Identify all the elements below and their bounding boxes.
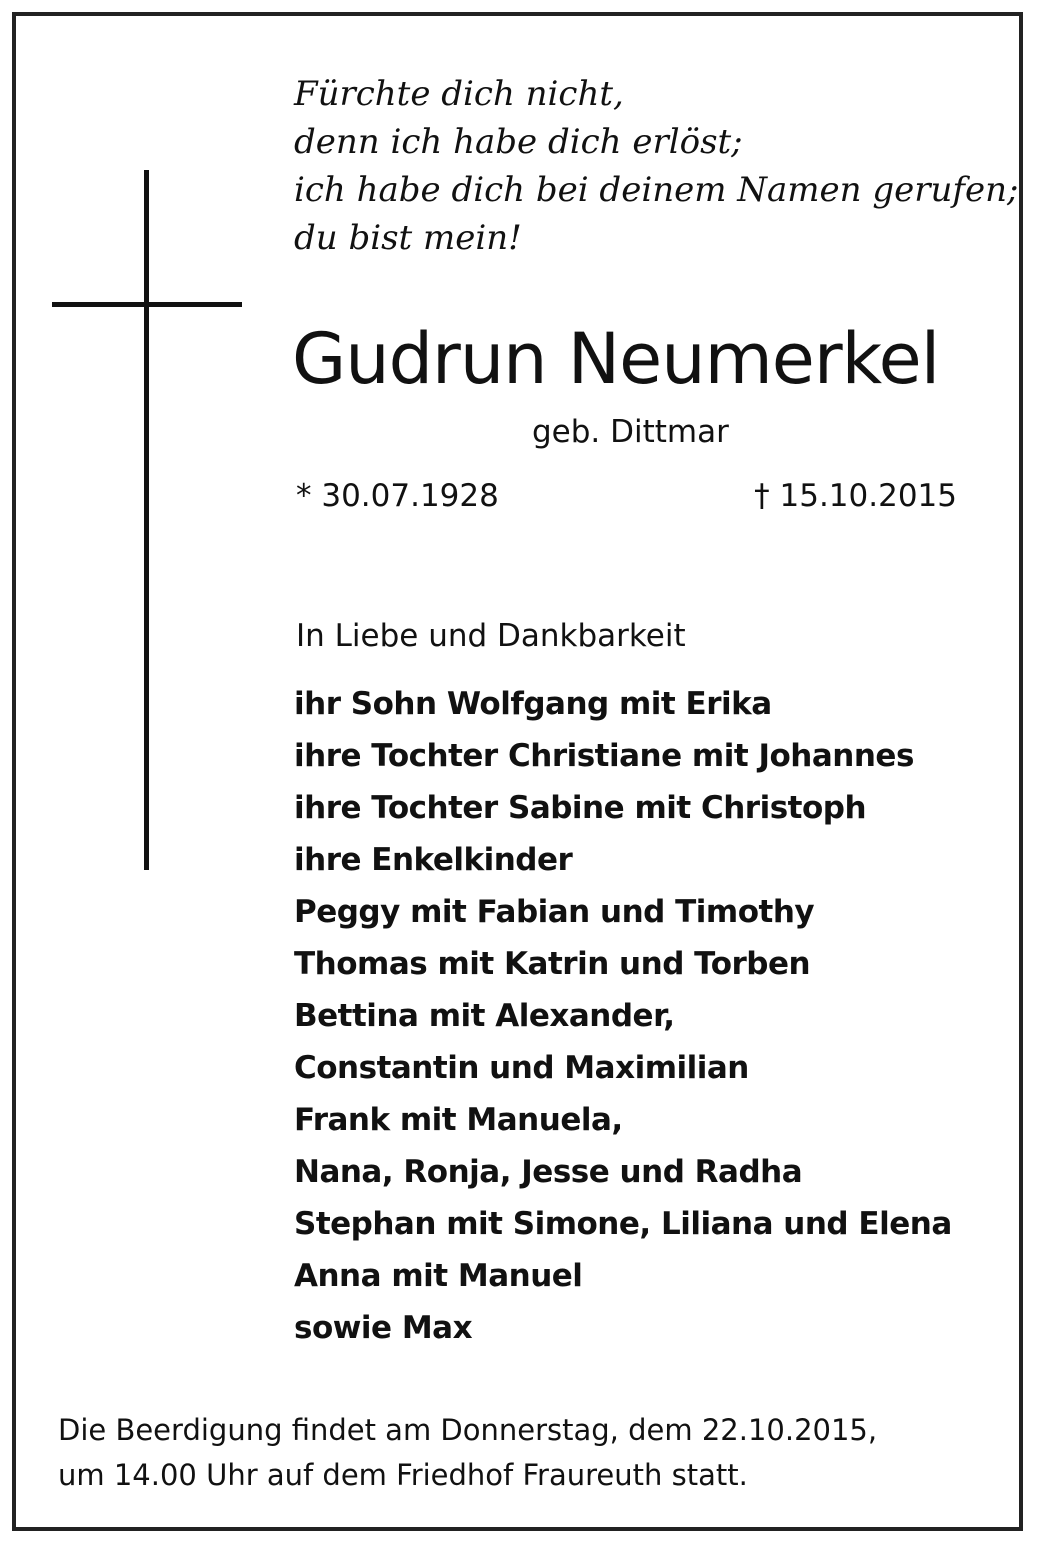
mourner-line: Thomas mit Katrin und Torben [294,946,811,982]
funeral-notice [58,1408,998,1498]
verse-line: denn ich habe dich erlöst; [294,122,743,162]
birth-date: * 30.07.1928 [296,478,499,514]
maiden-name: geb. Dittmar [532,414,729,450]
verse-line: du bist mein! [294,218,522,258]
cross-vertical-bar [144,170,149,870]
funeral-line: um 14.00 Uhr auf dem Friedhof Fraureuth statt. [58,1458,748,1492]
mourner-line: Constantin und Maximilian [294,1050,749,1086]
mourner-line: Peggy mit Fabian und Timothy [294,894,815,930]
mourner-line: ihre Tochter Christiane mit Johannes [294,738,914,774]
mourner-line: Bettina mit Alexander, [294,998,675,1034]
obituary-frame [12,12,1023,1531]
mourner-line: ihr Sohn Wolfgang mit Erika [294,686,772,722]
mourner-line: Nana, Ronja, Jesse und Radha [294,1154,803,1190]
mourner-line: Anna mit Manuel [294,1258,583,1294]
dedication-text: In Liebe und Dankbarkeit [296,618,686,654]
mourner-line: ihre Tochter Sabine mit Christoph [294,790,867,826]
mourners-list [294,678,1014,1354]
verse-line: ich habe dich bei deinem Namen gerufen; [294,170,1019,210]
bible-verse [294,70,1019,262]
deceased-name: Gudrun Neumerkel [292,318,940,400]
death-date: † 15.10.2015 [754,478,957,514]
cross-horizontal-bar [52,302,242,307]
mourner-line: sowie Max [294,1310,473,1346]
mourner-line: ihre Enkelkinder [294,842,573,878]
mourner-line: Stephan mit Simone, Liliana und Elena [294,1206,952,1242]
verse-line: Fürchte dich nicht, [294,74,624,114]
funeral-line: Die Beerdigung findet am Donnerstag, dem 22.10.2015, [58,1413,878,1447]
mourner-line: Frank mit Manuela, [294,1102,623,1138]
